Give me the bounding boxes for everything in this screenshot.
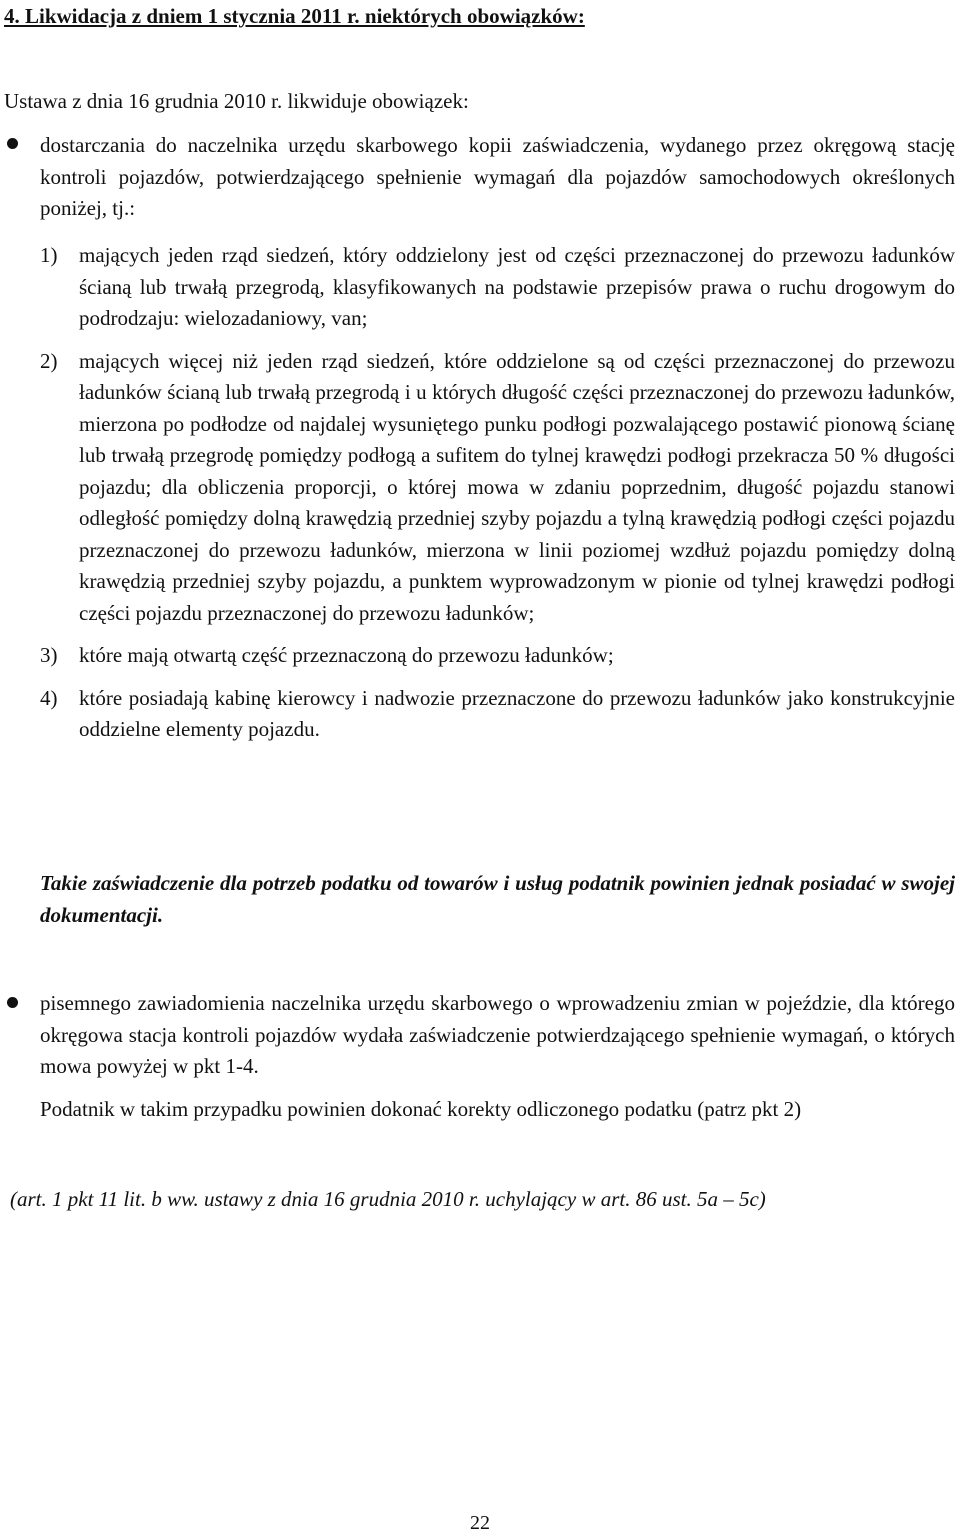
list-item-number: 4)	[40, 685, 58, 710]
bullet-item-2-text: pisemnego zawiadomienia naczelnika urzędu skarbowego o wprowadzeniu zmian w pojeździe, dla którego okręgowa stacja kontroli pojazdów wydała zaświadczenie potwierdzającego spełnienie wymagań, o których mowa powyżej w pkt 1-4.	[40, 991, 955, 1078]
section-heading: 4. Likwidacja z dniem 1 stycznia 2011 r. niektórych obowiązków:	[4, 4, 585, 28]
vehicle-requirements-list	[40, 240, 955, 746]
legal-citation: (art. 1 pkt 11 lit. b ww. ustawy z dnia 16 grudnia 2010 r. uchylający w art. 86 ust. 5a – 5c)	[10, 1187, 766, 1211]
bullet-item-1-text: dostarczania do naczelnika urzędu skarbowego kopii zaświadczenia, wydanego przez okręgową stację kontroli pojazdów, potwierdzającego spełnienie wymagań dla pojazdów samochodowych określonych poniżej, tj.:	[40, 133, 955, 220]
bullet-icon	[7, 138, 18, 149]
list-item	[40, 346, 955, 630]
page-number: 22	[470, 1512, 490, 1534]
bullet-icon	[7, 997, 18, 1008]
documentation-note: Takie zaświadczenie dla potrzeb podatku od towarów i usług podatnik powinien jednak posiadać w swojej dokumentacji.	[40, 871, 955, 927]
list-item	[40, 683, 955, 746]
list-item-text: które posiadają kabinę kierowcy i nadwozie przeznaczone do przewozu ładunków jako konstrukcyjnie oddzielne elementy pojazdu.	[79, 685, 955, 741]
list-item-text: mających jeden rząd siedzeń, który oddzielony jest od części przeznaczonej do przewozu ładunków ścianą lub trwałą przegrodą, klasyfikowanych na podstawie przepisów prawa o ruchu drogowym do podrodzaju: wielozadaniowy, van;	[79, 243, 955, 330]
list-item	[40, 640, 955, 672]
list-item-number: 1)	[40, 243, 58, 267]
intro-text: Ustawa z dnia 16 grudnia 2010 r. likwiduje obowiązek:	[4, 89, 469, 113]
list-item-number: 2)	[40, 348, 58, 373]
list-item-text: które mają otwartą część przeznaczoną do przewozu ładunków;	[79, 643, 614, 667]
list-item-number: 3)	[40, 643, 58, 667]
list-item	[40, 240, 955, 335]
correction-paragraph: Podatnik w takim przypadku powinien dokonać korekty odliczonego podatku (patrz pkt 2)	[40, 1097, 802, 1121]
list-item-text: mających więcej niż jeden rząd siedzeń, które oddzielone są od części przeznaczonej do przewozu ładunków ścianą lub trwałą przegrodą i u których długość części przeznaczonej do przewozu ładunków, mierzona po podłodze od najdalej wysuniętego punku podłogi pozwalającego postawić pionową ścianę lub trwałą przegrodę pomiędzy podłogą a sufitem do tylnej krawędzi podłogi przekracza 50 % długości pojazdu; dla obliczenia proporcji, o której mowa w zdaniu poprzednim, długość pojazdu stanowi odległość pomiędzy dolną krawędzią przedniej szyby pojazdu a tylną krawędzią podłogi części pojazdu przeznaczonej do przewozu ładunków, mierzona w linii poziomej wzdłuż pojazdu pomiędzy dolną krawędzią przedniej szyby pojazdu, a punktem wyprowadzonym w pionie od tylnej krawędzi podłogi części pojazdu przeznaczonej do przewozu ładunków;	[79, 348, 955, 625]
